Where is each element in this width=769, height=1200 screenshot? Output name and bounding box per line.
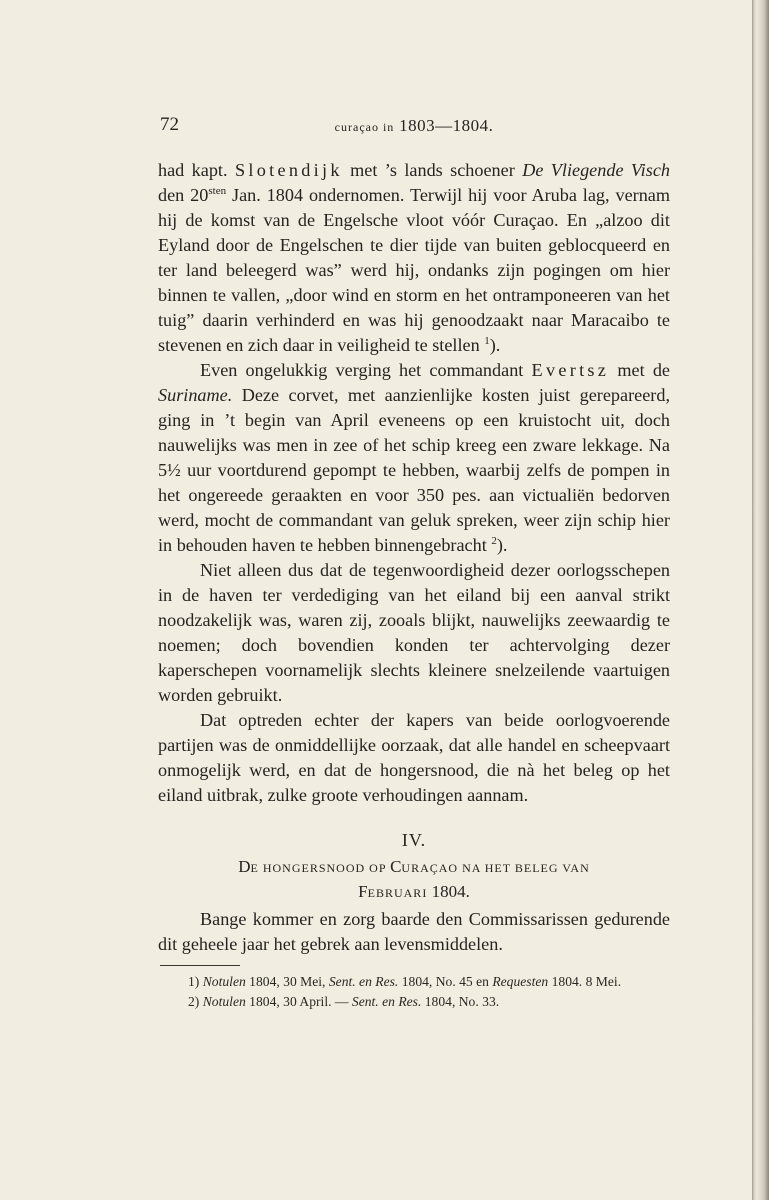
footnote-divider bbox=[160, 965, 240, 966]
title-initial: F bbox=[358, 882, 368, 901]
footnote-1 bbox=[158, 972, 670, 992]
text-run: 1804, No. 33. bbox=[421, 994, 500, 1009]
section-opening-paragraph: Bange kommer en zorg baarde den Commissarissen gedurende dit geheele jaar het gebrek aan levensmiddelen. bbox=[158, 909, 670, 954]
ship-name: De Vliegende Visch bbox=[522, 160, 670, 180]
running-head bbox=[158, 116, 670, 136]
paragraph-2 bbox=[158, 358, 670, 558]
footnote-2 bbox=[158, 992, 670, 1012]
footnote-ref-1[interactable]: 1 bbox=[484, 334, 490, 347]
text-run: den 20 bbox=[158, 185, 209, 205]
person-name: Slotendijk bbox=[234, 160, 343, 180]
footnote-mark: 2) bbox=[188, 994, 200, 1009]
page-header bbox=[158, 114, 670, 144]
text-run: Sent. en Res. bbox=[328, 974, 399, 989]
text-run: 1804. 8 Mei. bbox=[548, 974, 622, 989]
paragraph-3: Niet alleen dus dat de tegenwoordigheid dezer oorlogsschepen in de haven ter verdediging van het eiland bij een aanval strikt noodzakelijk was, waren zij, zooals blijkt, nauwelijks zeewaardig te noemen; doch bovendien konden ter achtervolging dezer kaperschepen voornamelijk slechts kleinere snelzeilende vaartuigen worden gebruikt. bbox=[158, 560, 670, 705]
text-run: had kapt. bbox=[158, 160, 235, 180]
text-run: Notulen bbox=[202, 994, 246, 1009]
text-run: 1804, No. 45 en bbox=[398, 974, 493, 989]
title-text: E HONGERSNOOD OP bbox=[250, 861, 391, 875]
text-run: ). bbox=[489, 335, 501, 355]
running-head-title: curaçao in bbox=[334, 120, 395, 134]
book-spine-edge bbox=[752, 0, 769, 1200]
title-text: EBRUARI bbox=[367, 886, 428, 900]
ship-name: Suriname. bbox=[158, 385, 233, 405]
section-title bbox=[158, 855, 670, 905]
section-number: IV. bbox=[401, 830, 427, 850]
text-run: Jan. 1804 ondernomen. Terwijl hij voor Aruba lag, vernam hij de komst van de Engelsche vloot vóór Curaçao. En „alzoo dit Eyland door de Engelschen te dier tijde van buiten geblocqueerd en ter land beleegerd was” werd hij, ondanks zijn pogingen om hier binnen te vallen, „door wind en storm en het ontramponeeren van het tuig” daarin verhinderd en was hij genoodzaakt naar Maracaibo te stevenen en zich daar in veiligheid te stellen bbox=[158, 185, 671, 355]
footnote-ref-2[interactable]: 2 bbox=[491, 534, 497, 547]
title-initial: D bbox=[238, 857, 251, 876]
text-run: Requesten bbox=[492, 974, 549, 989]
title-initial: C bbox=[390, 857, 402, 876]
text-run: 1804, 30 Mei, bbox=[245, 974, 329, 989]
page-content bbox=[158, 114, 670, 1012]
superscript: sten bbox=[208, 184, 227, 197]
text-run: Deze corvet, met aanzienlijke kosten juist gerepareerd, ging in ’t begin van April eveneens op een kruistocht uit, doch nauwelijks was men in zee of het schip kreeg een zware lekkage. Na 5½ uur voortdurend gepompt te hebben, waarbij zelfs de pompen in het ongereede geraakten en voor 350 pes. aan victualiën bedorven werd, mocht de commandant van geluk spreken, weer zijn schip hier in behouden haven te hebben binnengebracht bbox=[158, 385, 670, 555]
text-run: 1804, 30 April. — bbox=[245, 994, 352, 1009]
text-run: Notulen bbox=[202, 974, 246, 989]
text-run: Sent. en Res. bbox=[351, 994, 422, 1009]
text-run: met ’s lands schoener bbox=[342, 160, 523, 180]
title-year: 1804. bbox=[427, 882, 470, 901]
page-number: 72 bbox=[160, 114, 179, 135]
title-text: URAÇAO NA HET BELEG VAN bbox=[401, 861, 590, 875]
paragraph-1 bbox=[158, 158, 670, 358]
paragraph-4: Dat optreden echter der kapers van beide oorlogvoerende partijen was de onmiddellijke oorzaak, dat alle handel en scheepvaart onmogelijk werd, en dat de hongersnood, die nà het beleg op het eiland uitbrak, zulke groote verhoudingen aannam. bbox=[158, 710, 670, 805]
text-run: Even ongelukkig verging het commandant bbox=[200, 360, 532, 380]
running-head-years: 1803—1804. bbox=[399, 116, 494, 135]
text-run: met de bbox=[609, 360, 670, 380]
text-run: ). bbox=[496, 535, 508, 555]
footnote-mark: 1) bbox=[188, 974, 200, 989]
person-name: Evertsz bbox=[531, 360, 610, 380]
